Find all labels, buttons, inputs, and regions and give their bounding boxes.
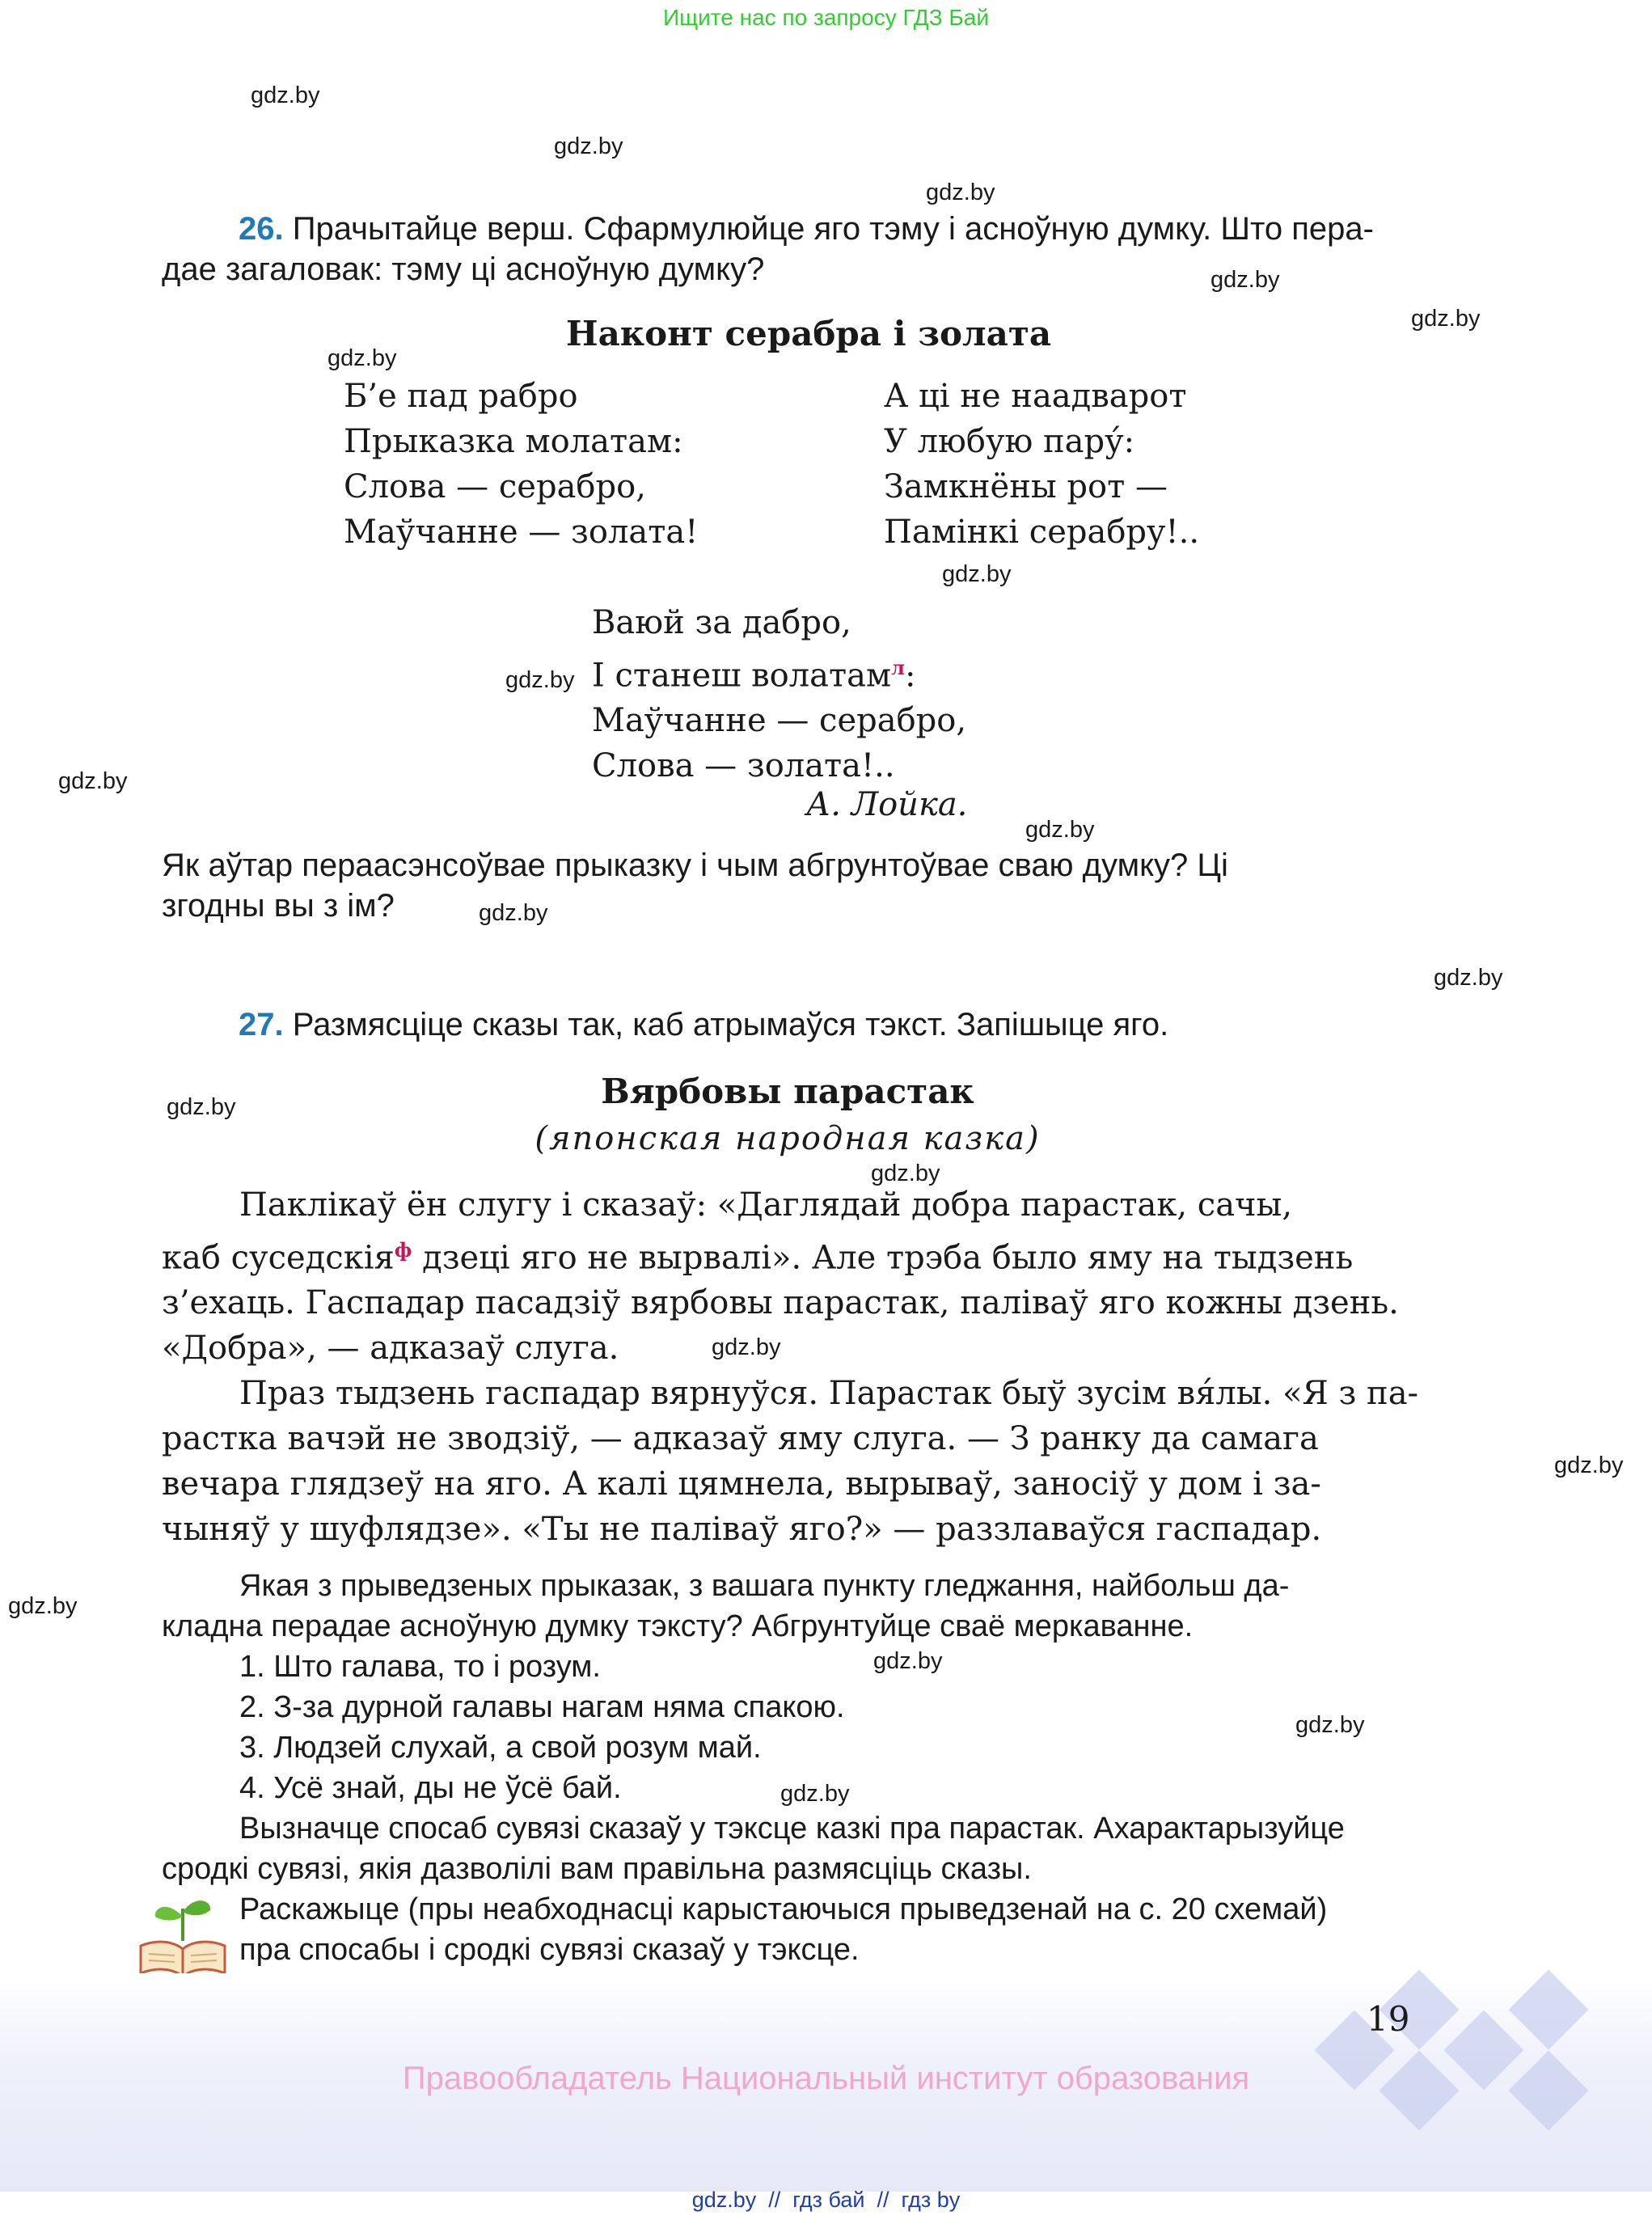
watermark: gdz.by [327, 345, 397, 371]
question-text: згодны вы з ім? [162, 888, 395, 924]
story-line: «Добра», — адказаў слуга. [162, 1330, 619, 1368]
task-text: кладна перадае асноўную думку тэксту? Абгрунтуйце сваё меркаванне. [162, 1609, 1194, 1643]
exercise-number: 27. [239, 1007, 284, 1042]
bottom-links[interactable]: gdz.by // гдз бай // гдз by [691, 2188, 961, 2212]
poem-line: Маўчанне — золата! [344, 514, 699, 551]
poem-line: Прыказка молатам: [344, 423, 683, 460]
watermark: gdz.by [1554, 1452, 1624, 1478]
proverb-item: 3. Людзей слухай, а свой розум май. [239, 1731, 762, 1765]
watermark: gdz.by [554, 133, 623, 159]
watermark: gdz.by [873, 1648, 943, 1674]
task-text: сродкі сувязі, якія дазволілі вам правільна размясціць сказы. [162, 1852, 1032, 1886]
poem-author: А. Лойка. [806, 786, 968, 823]
watermark: gdz.by [8, 1593, 78, 1619]
proverb-item: 2. З-за дурной галавы нагам няма спакою. [239, 1690, 845, 1724]
exercise-text: Размясціце сказы так, каб атрымаўся тэкст. Запішыце яго. [292, 1007, 1169, 1042]
page-number: 19 [1367, 1999, 1410, 2039]
story-line: растка вачэй не зводзіў, — адказаў яму слуга. — З ранку да самага [162, 1420, 1319, 1458]
footnote-marker: л [891, 656, 905, 679]
poem-center-stanza [592, 600, 966, 789]
poem-line: Слова — серабро, [344, 468, 646, 505]
poem-left-stanza [344, 374, 698, 555]
watermark: gdz.by [1295, 1712, 1365, 1738]
watermark: gdz.by [505, 667, 575, 693]
story-line: Паклікаў ён слугу і сказаў: «Даглядай добра парастак, сачы, [239, 1186, 1293, 1224]
poem-line: Слова — золата!.. [592, 747, 895, 785]
watermark: gdz.by [58, 768, 128, 794]
task-text: Вызначце спосаб сувязі сказаў у тэксце казкі пра парастак. Ахарактарызуйце [239, 1812, 1345, 1846]
copyright-notice: Правообладатель Национальный институт образования [402, 2061, 1250, 2096]
story-line: чыняў у шуфлядзе». «Ты не палівaў яго?» — раззлаваўся гаспадар. [162, 1511, 1322, 1549]
exercise-text: дае загаловак: тэму ці асноўную думку? [162, 252, 765, 287]
poem-title: Наконт серабра і золата [565, 314, 1052, 353]
task-text: Раскажыце (пры неабходнасці карыстаючыся прыведзенай на с. 20 схемай) [239, 1892, 1328, 1926]
task-text: Якая з прыведзеных прыказак, з вашага пункту гледжання, найбольш да- [239, 1569, 1290, 1603]
watermark: gdz.by [167, 1094, 236, 1120]
exercise-27-heading [239, 1004, 1168, 1045]
proverb-item: 1. Што галава, то і розум. [239, 1650, 601, 1684]
watermark: gdz.by [1210, 267, 1280, 293]
poem-right-stanza [884, 374, 1199, 555]
poem-line: Памінкі серабру!.. [884, 514, 1200, 551]
watermark: gdz.by [712, 1334, 781, 1360]
story-line: каб суседскія$^ф$ дзеці яго не вырвалі». Але трэба было яму на тыдзень [162, 1238, 1354, 1277]
question-text: Як аўтар пераасэнсоўвае прыказку і чым абгрунтоўвае сваю думку? Ці [162, 848, 1228, 883]
watermark: gdz.by [1411, 306, 1481, 332]
watermark: gdz.by [780, 1781, 850, 1807]
story-subtitle: (японская народная казка) [534, 1120, 1041, 1157]
story-line: вечара глядзеў на яго. А калі цямнела, вырываў, заносіў у дом і за- [162, 1465, 1321, 1503]
poem-line: Б’е пад рабро [344, 378, 578, 415]
proverb-item: 4. Усё знай, ды не ўсё бай. [239, 1771, 622, 1805]
poem-line: Замкнёны рот — [884, 468, 1168, 505]
exercise-26-heading [239, 209, 1374, 249]
story-body [162, 1182, 1419, 1552]
exercise-text: Прачытайце верш. Сфармулюйце яго тэму і асноўную думку. Што пера- [292, 211, 1374, 247]
watermark: gdz.by [871, 1161, 940, 1186]
watermark: gdz.by [1025, 817, 1095, 843]
watermark: gdz.by [251, 82, 320, 108]
watermark: gdz.by [479, 900, 548, 926]
watermark: gdz.by [942, 561, 1012, 587]
watermark: gdz.by [1434, 965, 1503, 991]
task-text: пра спосабы і сродкі сувязі сказаў у тэксце. [239, 1933, 860, 1967]
poem-line: Ваюй за дабро, [592, 604, 851, 641]
poem-line: У любую пару́: [884, 423, 1135, 460]
book-sprout-icon [136, 1892, 230, 1981]
story-line: Праз тыдзень гаспадар вярнуўся. Парастак быў зусім вя́лы. «Я з па- [239, 1375, 1419, 1413]
story-title: Вярбовы парастак [601, 1072, 974, 1111]
poem-line: А ці не наадварот [884, 378, 1187, 415]
poem-line: Маўчанне — серабро, [592, 702, 967, 740]
exercise-number: 26. [239, 211, 284, 247]
poem-line: І станеш волатам$^л$: [592, 656, 916, 695]
footnote-marker: ф [394, 1238, 412, 1262]
tasks-block [162, 1566, 1413, 1970]
story-line: з’ехаць. Гаспадар пасадзіў вярбовы парастак, палівaў яго кожны дзень. [162, 1284, 1399, 1322]
top-banner: Ищите нас по запросу ГДЗ Бай [662, 5, 990, 30]
watermark: gdz.by [926, 180, 995, 205]
